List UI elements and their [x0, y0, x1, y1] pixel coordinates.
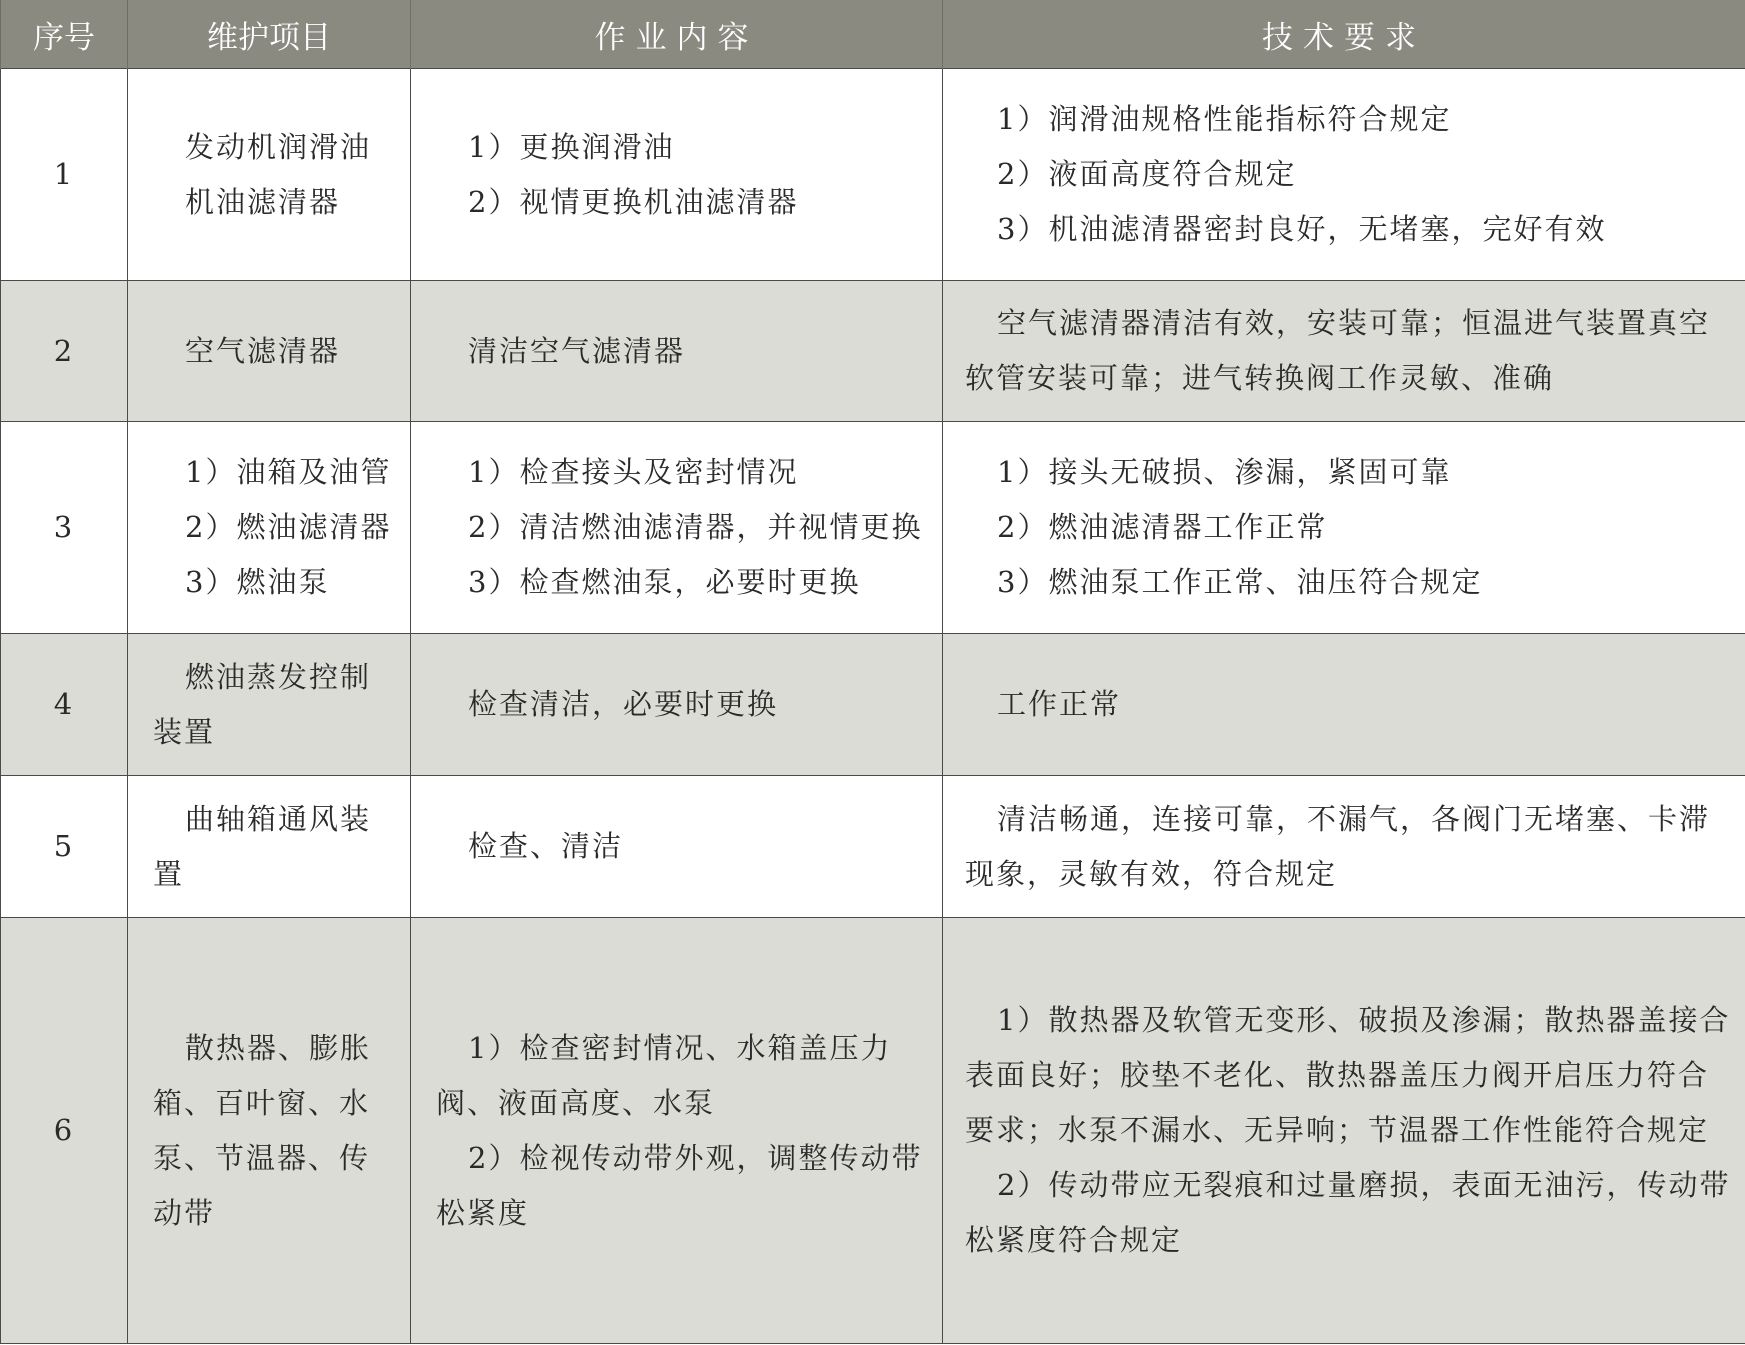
row-requirement: 1）散热器及软管无变形、破损及渗漏；散热器盖接合表面良好；胶垫不老化、散热器盖压力阀开启压力符合要求；水泵不漏水、无异响；节温器工作性能符合规定 2）传动带应无裂痕和过量磨损，表面无油污，传动带松紧度符合规定 — [943, 918, 1745, 1344]
table-row — [1, 776, 1745, 918]
row-content: 检查、清洁 — [411, 776, 943, 918]
row-content: 1）更换润滑油 2）视情更换机油滤清器 — [411, 69, 943, 281]
row-item: 空气滤清器 — [128, 281, 411, 422]
row-number: 1 — [1, 69, 128, 281]
row-number: 3 — [1, 422, 128, 634]
table-row — [1, 918, 1745, 1344]
header-item: 维护项目 — [128, 0, 411, 69]
table-row — [1, 634, 1745, 776]
header-content: 作业内容 — [411, 0, 943, 69]
row-content: 1）检查密封情况、水箱盖压力阀、液面高度、水泵 2）检视传动带外观，调整传动带松紧度 — [411, 918, 943, 1344]
row-number: 5 — [1, 776, 128, 918]
header-number: 序号 — [1, 0, 128, 69]
row-item: 1）油箱及油管 2）燃油滤清器 3）燃油泵 — [128, 422, 411, 634]
row-content: 清洁空气滤清器 — [411, 281, 943, 422]
row-requirement: 空气滤清器清洁有效，安装可靠；恒温进气装置真空软管安装可靠；进气转换阀工作灵敏、准确 — [943, 281, 1745, 422]
table-header — [1, 0, 1745, 69]
row-requirement: 1）润滑油规格性能指标符合规定 2）液面高度符合规定 3）机油滤清器密封良好，无堵塞，完好有效 — [943, 69, 1745, 281]
row-number: 6 — [1, 918, 128, 1344]
row-requirement: 工作正常 — [943, 634, 1745, 776]
row-requirement: 1）接头无破损、渗漏，紧固可靠 2）燃油滤清器工作正常 3）燃油泵工作正常、油压符合规定 — [943, 422, 1745, 634]
row-item: 曲轴箱通风装置 — [128, 776, 411, 918]
table-row — [1, 69, 1745, 281]
row-item: 发动机润滑油 机油滤清器 — [128, 69, 411, 281]
table-row — [1, 281, 1745, 422]
row-number: 4 — [1, 634, 128, 776]
table-row — [1, 422, 1745, 634]
row-content: 1）检查接头及密封情况 2）清洁燃油滤清器，并视情更换 3）检查燃油泵，必要时更换 — [411, 422, 943, 634]
header-requirement: 技术要求 — [943, 0, 1745, 69]
row-content: 检查清洁，必要时更换 — [411, 634, 943, 776]
row-number: 2 — [1, 281, 128, 422]
row-item: 燃油蒸发控制装置 — [128, 634, 411, 776]
row-requirement: 清洁畅通，连接可靠，不漏气，各阀门无堵塞、卡滞现象，灵敏有效，符合规定 — [943, 776, 1745, 918]
row-item: 散热器、膨胀箱、百叶窗、水泵、节温器、传动带 — [128, 918, 411, 1344]
